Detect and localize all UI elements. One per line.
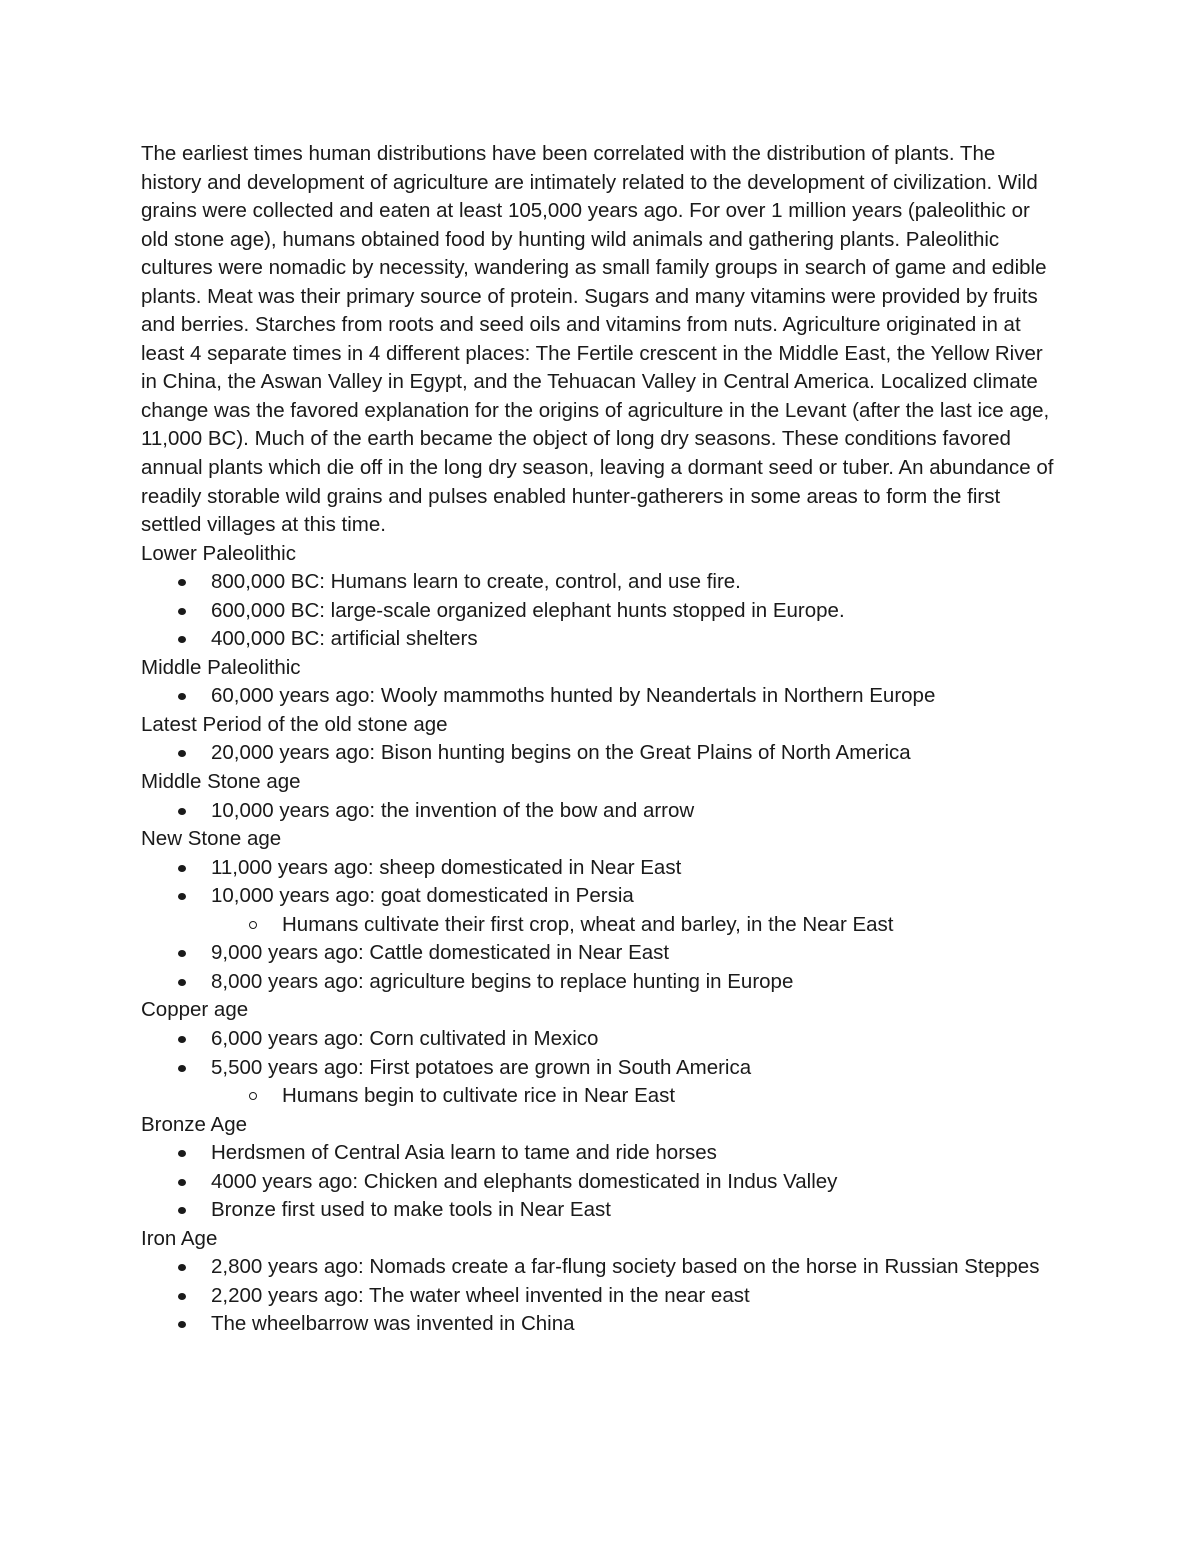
list-item [141,854,1061,883]
bullet-dot-icon [178,636,186,643]
timeline-section [141,825,1061,996]
list-item [141,1025,1061,1054]
list-item [141,1310,1061,1339]
bullet-circle-icon [249,921,257,929]
bullet-dot-icon [178,1150,186,1157]
section-heading: Iron Age [141,1226,218,1250]
list-item [141,797,1061,826]
section-heading: Copper age [141,998,249,1022]
list-item-text: 800,000 BC: Humans learn to create, control, and use fire. [211,570,741,594]
bullet-dot-icon [178,750,186,757]
bullet-dot-icon [178,1207,186,1214]
list-item [141,1196,1061,1225]
bullet-dot-icon [178,1321,186,1328]
list-item [141,1253,1061,1282]
list-item-text: 600,000 BC: large-scale organized elephant hunts stopped in Europe. [211,598,845,622]
list-item-text: 10,000 years ago: goat domesticated in Persia [211,884,634,908]
section-heading: Middle Stone age [141,770,301,794]
list-item-text: 4000 years ago: Chicken and elephants domesticated in Indus Valley [211,1169,838,1193]
timeline-section [141,1111,1061,1225]
list-item-text: 8,000 years ago: agriculture begins to replace hunting in Europe [211,969,794,993]
bullet-dot-icon [178,1179,186,1186]
document-page [141,140,1061,1339]
timeline-section [141,654,1061,711]
list-item-text: 5,500 years ago: First potatoes are grown in South America [211,1055,752,1079]
list-item-text: Bronze first used to make tools in Near East [211,1198,611,1222]
timeline-section [141,768,1061,825]
sub-list-item-text: Humans cultivate their first crop, wheat and barley, in the Near East [282,912,894,936]
bullet-list [141,797,1061,826]
list-item [141,597,1061,626]
list-item-text: 11,000 years ago: sheep domesticated in Near East [211,855,682,879]
list-item [141,1054,1061,1111]
timeline-section [141,711,1061,768]
timeline-section [141,540,1061,654]
bullet-dot-icon [178,893,186,900]
bullet-list [141,568,1061,654]
list-item-text: 60,000 years ago: Wooly mammoths hunted by Neandertals in Northern Europe [211,684,936,708]
list-item-text: 2,800 years ago: Nomads create a far-flung society based on the horse in Russian Steppes [211,1255,1040,1279]
section-heading: New Stone age [141,827,282,851]
timeline-section [141,1225,1061,1339]
list-item-text: 9,000 years ago: Cattle domesticated in Near East [211,941,670,965]
bullet-dot-icon [178,579,186,586]
sub-bullet-list [211,1082,1061,1111]
bullet-dot-icon [178,1264,186,1271]
bullet-list [141,739,1061,768]
list-item [141,625,1061,654]
list-item-text: Herdsmen of Central Asia learn to tame and ride horses [211,1141,717,1165]
timeline-sections [141,540,1061,1339]
bullet-list [141,1025,1061,1111]
bullet-dot-icon [178,1293,186,1300]
intro-paragraph: The earliest times human distributions have been correlated with the distribution of plants. The history and development of agriculture are intimately related to the development of civilization. Wild grains were collected and eaten at least 105,000 years ago. For over 1 million years (paleolithic or old stone age), humans obtained food by hunting wild animals and gathering plants. Paleolithic cultures were nomadic by necessity, wandering as small family groups in search of game and edible plants. Meat was their primary source of protein. Sugars and many vitamins were provided by fruits and berries. Starches from roots and seed oils and vitamins from nuts. Agriculture originated in at least 4 separate times in 4 different places: The Fertile crescent in the Middle East, the Yellow River in China, the Aswan Valley in Egypt, and the Tehuacan Valley in Central America. Localized climate change was the favored explanation for the origins of agriculture in the Levant (after the last ice age, 11,000 BC). Much of the earth became the object of long dry seasons. These conditions favored annual plants which die off in the long dry season, leaving a dormant seed or tuber. An abundance of readily storable wild grains and pulses enabled hunter-gatherers in some areas to form the first settled villages at this time. [141,142,1054,537]
list-item-text: 10,000 years ago: the invention of the bow and arrow [211,798,695,822]
list-item [141,739,1061,768]
bullet-list [141,854,1061,997]
sub-list-item-text: Humans begin to cultivate rice in Near East [282,1084,676,1108]
list-item-text: 6,000 years ago: Corn cultivated in Mexico [211,1026,599,1050]
list-item [141,968,1061,997]
bullet-circle-icon [249,1092,257,1100]
list-item [141,682,1061,711]
section-heading: Lower Paleolithic [141,541,296,565]
list-item [141,568,1061,597]
bullet-dot-icon [178,1036,186,1043]
bullet-dot-icon [178,950,186,957]
list-item [141,1168,1061,1197]
bullet-dot-icon [178,808,186,815]
list-item-text: 20,000 years ago: Bison hunting begins on the Great Plains of North America [211,741,911,765]
section-heading: Middle Paleolithic [141,655,301,679]
sub-list-item [211,911,1061,940]
bullet-dot-icon [178,865,186,872]
bullet-dot-icon [178,693,186,700]
section-heading: Bronze Age [141,1112,247,1136]
list-item [141,939,1061,968]
sub-bullet-list [211,911,1061,940]
section-heading: Latest Period of the old stone age [141,712,448,736]
bullet-dot-icon [178,979,186,986]
list-item-text: 2,200 years ago: The water wheel invented in the near east [211,1283,750,1307]
bullet-dot-icon [178,1065,186,1072]
list-item-text: The wheelbarrow was invented in China [211,1312,575,1336]
bullet-list [141,1253,1061,1339]
bullet-dot-icon [178,608,186,615]
sub-list-item [211,1082,1061,1111]
list-item-text: 400,000 BC: artificial shelters [211,627,478,651]
list-item [141,882,1061,939]
timeline-section [141,996,1061,1110]
list-item [141,1139,1061,1168]
bullet-list [141,682,1061,711]
bullet-list [141,1139,1061,1225]
list-item [141,1282,1061,1311]
